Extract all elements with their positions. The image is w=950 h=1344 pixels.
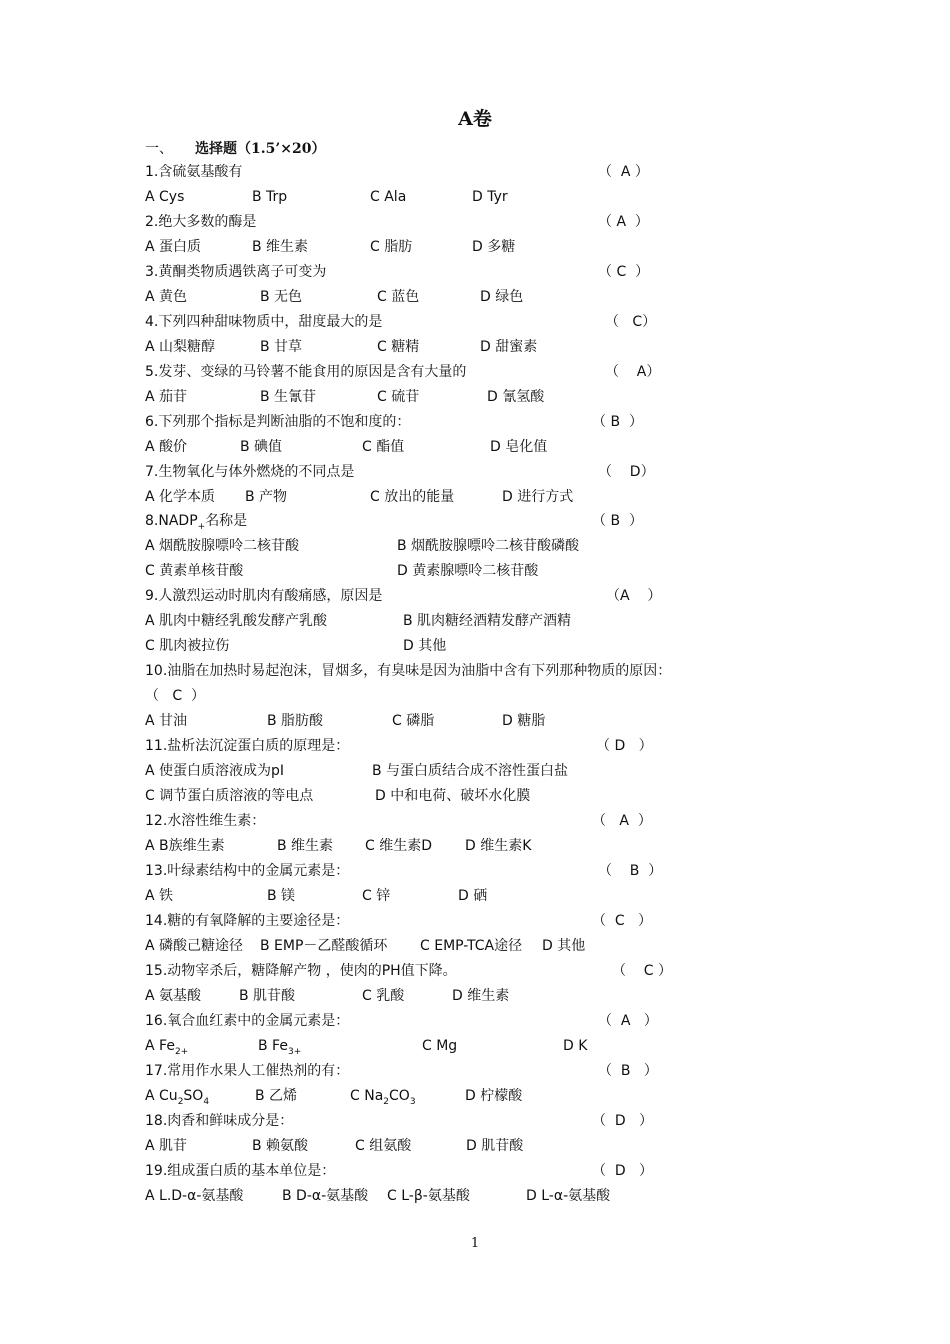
section-number: 一、 xyxy=(145,141,173,157)
option-b: B 乙烯 xyxy=(255,1088,298,1104)
option-b: B 甘草 xyxy=(260,339,303,355)
answer-key: （ A） xyxy=(605,364,661,380)
option-d: D 其他 xyxy=(542,938,586,954)
answer-key: （ A ） xyxy=(598,164,649,180)
question-text: 12.水溶性维生素： xyxy=(145,813,266,829)
option-d: D K xyxy=(563,1038,588,1054)
option-b: B 镁 xyxy=(267,888,296,904)
option-c: C 黄素单核苷酸 xyxy=(145,563,244,579)
option-d: D 多糖 xyxy=(472,239,516,255)
answer-key: （ B ） xyxy=(598,863,663,879)
option-d: D 糖脂 xyxy=(502,713,546,729)
option-b: B 赖氨酸 xyxy=(252,1138,309,1154)
question-text: 2.绝大多数的酶是 xyxy=(145,214,257,230)
option-c: C 蓝色 xyxy=(377,289,420,305)
option-c: C 放出的能量 xyxy=(370,489,455,505)
answer-key: （ D ） xyxy=(596,738,653,754)
option-a: A 蛋白质 xyxy=(145,239,202,255)
section-heading xyxy=(145,138,325,158)
option-b: B D-α-氨基酸 xyxy=(282,1188,369,1204)
question-text: 15.动物宰杀后，糖降解产物 ，使肉的PH值下降。 xyxy=(145,963,457,979)
option-a: A Cys xyxy=(145,189,185,205)
option-a: A 黄色 xyxy=(145,289,188,305)
answer-key: （ C ） xyxy=(145,688,206,704)
option-a: A 茄苷 xyxy=(145,389,188,405)
option-b: B 肌苷酸 xyxy=(239,988,296,1004)
question-text: 7.生物氧化与体外燃烧的不同点是 xyxy=(145,464,355,480)
question-text: 1.含硫氨基酸有 xyxy=(145,164,243,180)
answer-key: （ C ） xyxy=(598,264,650,280)
option-c: C 磷脂 xyxy=(392,713,435,729)
question-text: 6.下列那个指标是判断油脂的不饱和度的： xyxy=(145,414,411,430)
answer-key: （ A ） xyxy=(592,813,652,829)
option-c: C L-β-氨基酸 xyxy=(387,1188,470,1204)
question-text: 11.盐析法沉淀蛋白质的原理是： xyxy=(145,738,350,754)
option-c: C 脂肪 xyxy=(370,239,413,255)
answer-key: （ C） xyxy=(605,314,657,330)
option-a: A 肌肉中糖经乳酸发酵产乳酸 xyxy=(145,613,328,629)
option-b: B 与蛋白质结合成不溶性蛋白盐 xyxy=(372,763,569,779)
question-text: 9.人激烈运动时肌肉有酸痛感，原因是 xyxy=(145,588,383,604)
option-d: D 氰氢酸 xyxy=(487,389,545,405)
option-b: B 维生素 xyxy=(277,838,334,854)
option-a: A B族维生素 xyxy=(145,838,225,854)
option-a: A 氨基酸 xyxy=(145,988,202,1004)
option-b: B 脂肪酸 xyxy=(267,713,324,729)
option-d: D 中和电荷、破坏水化膜 xyxy=(375,788,531,804)
option-c: C 组氨酸 xyxy=(355,1138,412,1154)
option-b: B Trp xyxy=(252,189,288,205)
page-title: A卷 xyxy=(458,108,492,130)
question-text: 3.黄酮类物质遇铁离子可变为 xyxy=(145,264,327,280)
option-c: C Ala xyxy=(370,189,407,205)
question-text: 19.组成蛋白质的基本单位是： xyxy=(145,1163,336,1179)
option-a: A 磷酸己糖途径 xyxy=(145,938,244,954)
option-a: A 肌苷 xyxy=(145,1138,188,1154)
answer-key: （ C ） xyxy=(612,963,673,979)
option-b: B 无色 xyxy=(260,289,303,305)
answer-key: （ A ） xyxy=(598,214,649,230)
option-c: C Mg xyxy=(422,1038,458,1054)
option-d: D 维生素 xyxy=(452,988,510,1004)
option-c: C 乳酸 xyxy=(362,988,405,1004)
answer-key: （ C ） xyxy=(592,913,653,929)
option-d: D L-α-氨基酸 xyxy=(526,1188,611,1204)
question-text: 18.肉香和鲜味成分是： xyxy=(145,1113,294,1129)
option-a: A 山梨糖醇 xyxy=(145,339,216,355)
option-a: A 甘油 xyxy=(145,713,188,729)
option-a: A 烟酰胺腺嘌呤二核苷酸 xyxy=(145,538,300,554)
answer-key: （ A ） xyxy=(598,1013,658,1029)
question-text: 5.发芽、变绿的马铃薯不能食用的原因是含有大量的 xyxy=(145,364,467,380)
option-a: A $Cu_2SO_4$ xyxy=(145,1088,210,1107)
option-a: A L.D-α-氨基酸 xyxy=(145,1188,244,1204)
option-c: C 肌肉被拉伤 xyxy=(145,638,230,654)
option-d: D 进行方式 xyxy=(502,489,574,505)
option-c: C 锌 xyxy=(362,888,391,904)
option-b: B EMP－乙醛酸循环 xyxy=(260,938,388,954)
option-b: B 维生素 xyxy=(252,239,309,255)
question-text: 13.叶绿素结构中的金属元素是： xyxy=(145,863,350,879)
option-d: D 黄素腺嘌呤二核苷酸 xyxy=(397,563,539,579)
option-d: D Tyr xyxy=(472,189,508,205)
answer-key: （ B ） xyxy=(592,414,643,430)
option-c: C 维生素D xyxy=(365,838,433,854)
option-b: B 肌肉糖经酒精发酵产酒精 xyxy=(403,613,572,629)
question-text: 16.氧合血红素中的金属元素是： xyxy=(145,1013,350,1029)
answer-key: （ D ） xyxy=(592,1113,654,1129)
question-text: 4.下列四种甜味物质中，甜度最大的是 xyxy=(145,314,383,330)
answer-key: （ B ） xyxy=(598,1063,658,1079)
option-b: B 烟酰胺腺嘌呤二核苷酸磷酸 xyxy=(397,538,580,554)
option-a: A 铁 xyxy=(145,888,174,904)
question-text: 17.常用作水果人工催热剂的有： xyxy=(145,1063,350,1079)
option-d: D 硒 xyxy=(458,888,488,904)
option-a: A 化学本质 xyxy=(145,489,216,505)
option-c: C 糖精 xyxy=(377,339,420,355)
answer-key: （A ） xyxy=(606,588,662,604)
option-b: B 碘值 xyxy=(240,439,283,455)
page-number: 1 xyxy=(470,1236,480,1251)
option-c: C 酯值 xyxy=(362,439,405,455)
option-a: A 使蛋白质溶液成为pI xyxy=(145,763,285,779)
option-d: D 维生素K xyxy=(465,838,532,854)
option-d: D 绿色 xyxy=(480,289,524,305)
section-label: 选择题（1.5’×20） xyxy=(195,141,326,157)
option-b: B 生氰苷 xyxy=(260,389,317,405)
option-b: B $Fe_{3+}$ xyxy=(258,1038,302,1057)
option-d: D 柠檬酸 xyxy=(465,1088,523,1104)
option-c: C EMP-TCA途径 xyxy=(420,938,523,954)
answer-key: （ B ） xyxy=(592,513,643,529)
option-c: C 调节蛋白质溶液的等电点 xyxy=(145,788,314,804)
option-c: C $Na_2CO_3$ xyxy=(350,1088,416,1107)
option-a: A $Fe_{2+}$ xyxy=(145,1038,189,1057)
option-d: D 其他 xyxy=(403,638,447,654)
question-text: $8.NADP_+$名称是 xyxy=(145,513,248,532)
option-b: B 产物 xyxy=(245,489,288,505)
option-d: D 皂化值 xyxy=(490,439,548,455)
option-c: C 硫苷 xyxy=(377,389,420,405)
answer-key: （ D） xyxy=(598,464,655,480)
question-text: 14.糖的有氧降解的主要途径是： xyxy=(145,913,350,929)
option-d: D 肌苷酸 xyxy=(466,1138,524,1154)
question-text: 10.油脂在加热时易起泡沫，冒烟多，有臭味是因为油脂中含有下列那种物质的原因： xyxy=(145,663,672,679)
answer-key: （ D ） xyxy=(592,1163,654,1179)
option-d: D 甜蜜素 xyxy=(480,339,538,355)
option-a: A 酸价 xyxy=(145,439,188,455)
